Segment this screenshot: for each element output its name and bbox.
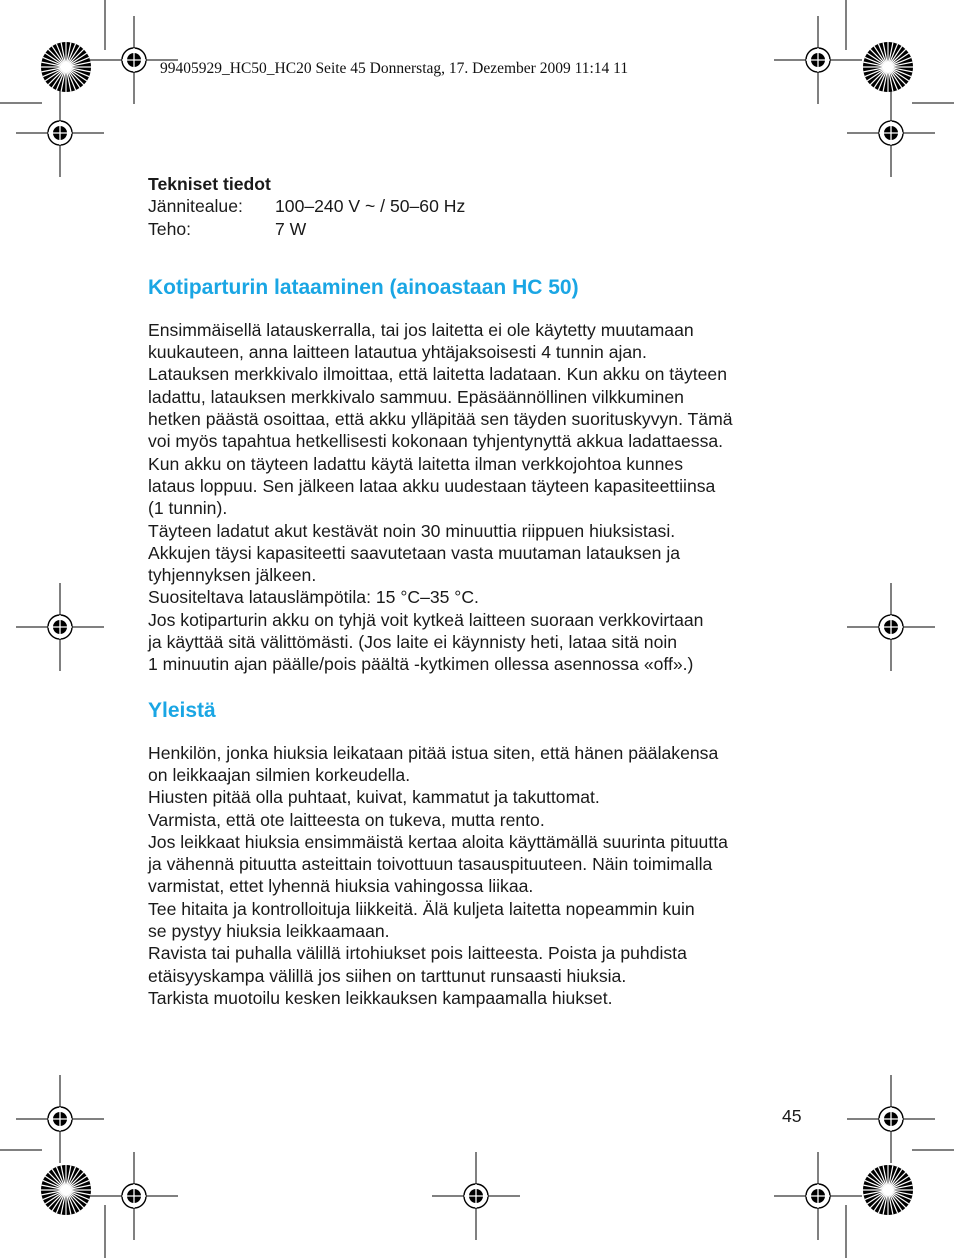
spec-value: 100–240 V ~ / 50–60 Hz [275,196,466,217]
star-target-top-right [863,42,913,92]
text-line: Latauksen merkkivalo ilmoittaa, että laitetta ladataan. Kun akku on täyteen [148,364,727,385]
spec-row-power [148,218,814,240]
registration-mark-upper-left [16,89,104,177]
text-line: kuukauteen, anna laitteen latautua yhtäjaksoisesti 4 tunnin ajan. [148,342,647,363]
text-line: Täyteen ladatut akut kestävät noin 30 minuuttia riippuen hiuksistasi. [148,520,676,541]
text-line: voi myös tapahtua hetkellisesti kokonaan tyhjentynyttä akkua ladattaessa. [148,431,724,452]
registration-mark-upper-right [847,89,935,177]
text-line: varmistat, ettet lyhennä hiuksia vahingossa liikaa. [148,876,534,897]
text-line: Henkilön, jonka hiuksia leikataan pitää istua siten, että hänen päälakensa [148,742,719,763]
page-number: 45 [782,1106,802,1126]
registration-mark-middle-right [847,583,935,671]
text-line: Hiusten pitää olla puhtaat, kuivat, kammatut ja takuttomat. [148,787,600,808]
text-line: Varmista, että ote laitteesta on tukeva, mutta rento. [148,809,545,830]
spec-value: 7 W [275,218,307,239]
registration-mark-middle-left [16,583,104,671]
text-line: Akkujen täysi kapasiteetti saavutetaan vasta muutaman latauksen ja [148,542,681,563]
spec-label: Jännitealue: [148,196,243,217]
text-line: Ravista tai puhalla välillä irtohiukset pois laitteesta. Poista ja puhdista [148,943,687,964]
star-target-bottom-left [41,1165,91,1215]
charging-text [148,319,814,676]
text-line: (1 tunnin). [148,498,228,519]
general-text [148,742,814,1010]
print-slug: 99405929_HC50_HC20 Seite 45 Donnerstag, 17. Dezember 2009 11:14 11 [160,60,629,77]
technical-specs [148,173,814,240]
text-line: Suositeltava latauslämpötila: 15 °C–35 °C. [148,587,479,608]
registration-mark-bottom-center [432,1152,520,1240]
page-content [148,173,814,1009]
registration-mark-bottom-left [90,1152,178,1240]
spec-row-voltage [148,195,814,217]
specs-title: Tekniset tiedot [148,174,271,194]
text-line: on leikkaajan silmien korkeudella. [148,764,411,785]
registration-mark-top-right [774,16,862,104]
text-line: Jos leikkaat hiuksia ensimmäistä kertaa aloita käyttämällä suurinta pituutta [148,831,728,852]
text-line: Tee hitaita ja kontrolloituja liikkeitä. Älä kuljeta laitetta nopeammin kuin [148,898,695,919]
charging-heading: Kotiparturin lataaminen (ainoastaan HC 50) [148,275,579,299]
text-line: ladattu, latauksen merkkivalo sammuu. Epäsäännöllinen vilkkuminen [148,386,684,407]
general-heading: Yleistä [148,698,216,722]
text-line: Kun akku on täyteen ladattu käytä laitetta ilman verkkojohtoa kunnes [148,453,683,474]
spec-label: Teho: [148,218,192,239]
text-line: ja käyttää sitä välittömästi. (Jos laite ei käynnisty heti, lataa sitä noin [148,632,678,653]
text-line: Ensimmäisellä latauskerralla, tai jos laitetta ei ole käytetty muutamaan [148,319,694,340]
text-line: 1 minuutin ajan päälle/pois päältä -kytkimen ollessa asennossa «off».) [148,654,694,675]
text-line: se pystyy hiuksia leikkaamaan. [148,921,390,942]
text-line: Tarkista muotoilu kesken leikkauksen kampaamalla hiukset. [148,987,613,1008]
star-target-top-left [41,42,91,92]
text-line: ja vähennä pituutta asteittain toivottuun tasauspituuteen. Näin toimimalla [148,854,713,875]
text-line: hetken päästä osoittaa, että akku ylläpitää sen täyden suorituskyvyn. Tämä [148,409,733,430]
registration-mark-bottom-right [774,1152,862,1240]
star-target-bottom-right [863,1165,913,1215]
text-line: lataus loppuu. Sen jälkeen lataa akku uudestaan täyteen kapasiteettiinsa [148,475,716,496]
text-line: tyhjennyksen jälkeen. [148,565,317,586]
text-line: Jos kotiparturin akku on tyhjä voit kytkeä laitteen suoraan verkkovirtaan [148,609,704,630]
text-line: etäisyyskampa välillä jos siihen on tarttunut runsaasti hiuksia. [148,965,627,986]
